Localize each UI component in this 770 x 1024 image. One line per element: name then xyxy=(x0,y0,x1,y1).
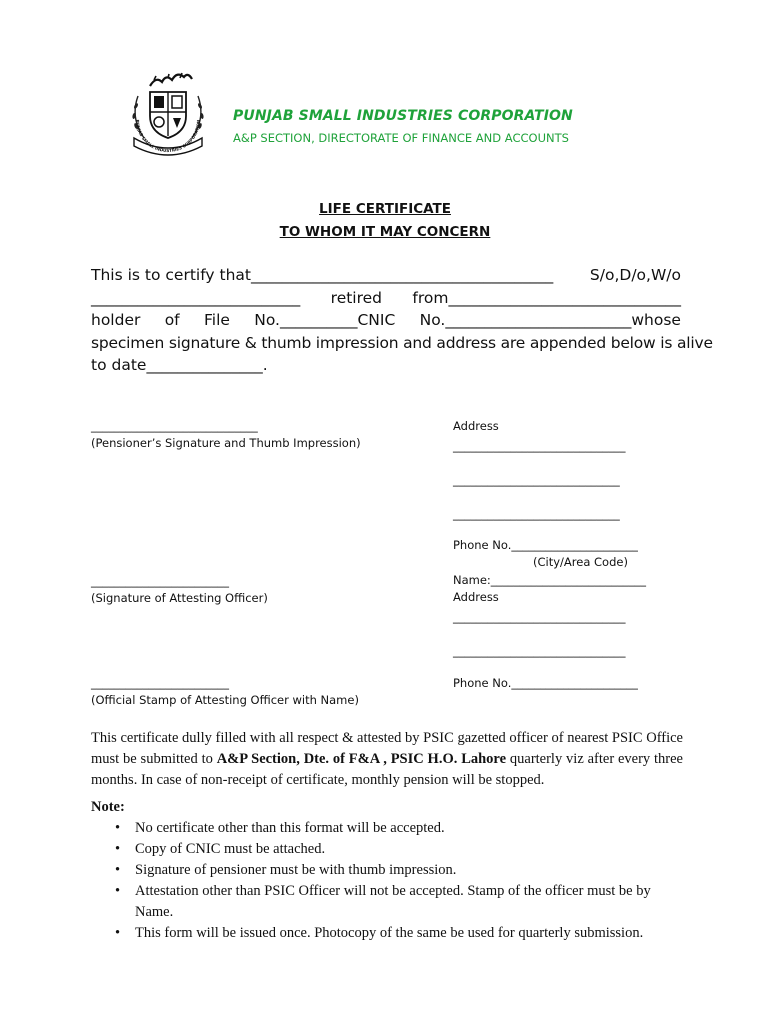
instructions-paragraph xyxy=(91,728,683,791)
file-no-blank: No.__________CNIC xyxy=(254,311,396,329)
certify-line-3 xyxy=(91,309,681,332)
attesting-signature-label: (Signature of Attesting Officer) xyxy=(91,591,268,605)
certify-line-2 xyxy=(91,287,681,310)
of-text: of xyxy=(164,311,180,329)
note-item: • Copy of CNIC must be attached. xyxy=(91,839,683,860)
attesting-signature-line: ________________________ xyxy=(91,574,229,588)
name-blank: _______________________________________ xyxy=(250,266,554,284)
org-name: PUNJAB SMALL INDUSTRIES CORPORATION xyxy=(233,108,573,124)
svg-text:PUNJAB SMALL INDUSTRIES CORPOR: PUNJAB SMALL INDUSTRIES CORPORATION xyxy=(134,119,202,154)
address-line-1: ______________________________ xyxy=(453,439,626,453)
address-label: Address xyxy=(453,419,499,433)
instructions-text: This certificate dully filled with all respect & attested by PSIC gazetted officer of nearest PSIC Office must be submitted to xyxy=(91,730,683,767)
note-item: • This form will be issued once. Photocopy of the same be used for quarterly submission. xyxy=(91,923,683,944)
certification-paragraph xyxy=(91,264,713,377)
org-subtitle: A&P SECTION, DIRECTORATE OF FINANCE AND ACCOUNTS xyxy=(233,131,569,145)
document-title: LIFE CERTIFICATE xyxy=(319,201,451,217)
notes-section xyxy=(91,797,683,944)
address-line-2: _____________________________ xyxy=(453,473,620,487)
note-item: • No certificate other than this format will be accepted. xyxy=(91,818,683,839)
pensioner-signature-line: _____________________________ xyxy=(91,419,258,433)
note-item: • Attestation other than PSIC Officer will not be accepted. Stamp of the officer must be by Name. xyxy=(91,881,683,923)
retired-from-blank: from______________________________ xyxy=(412,288,681,307)
note-list xyxy=(91,818,683,944)
file-text: File xyxy=(203,311,230,329)
relation-text: S/o,D/o,W/o xyxy=(589,266,681,284)
officer-address-line-2: ______________________________ xyxy=(453,644,626,658)
note-heading: Note: xyxy=(91,799,125,815)
retired-text: retired xyxy=(330,288,383,307)
instructions-end: quarterly viz after every three months. In case of non-receipt of certificate, monthly pension will be stopped. xyxy=(91,751,683,788)
certify-text: This is to certify that xyxy=(91,266,251,284)
phone-number-1: Phone No.______________________ xyxy=(453,538,638,552)
official-stamp-label: (Official Stamp of Attesting Officer with Name) xyxy=(91,693,359,707)
instructions-bold: A&P Section, Dte. of F&A , PSIC H.O. Lahore xyxy=(216,751,507,767)
officer-address-line-1: ______________________________ xyxy=(453,610,626,624)
certify-line-5: to date_______________. xyxy=(91,356,268,374)
relation-blank: ___________________________ xyxy=(91,288,301,307)
psic-logo xyxy=(124,66,212,158)
address-line-3: _____________________________ xyxy=(453,507,620,521)
note-item: • Signature of pensioner must be with thumb impression. xyxy=(91,860,683,881)
officer-name: Name:___________________________ xyxy=(453,573,647,587)
area-code-label: (City/Area Code) xyxy=(533,555,628,569)
certify-line-4: specimen signature & thumb impression and address are appended below is alive xyxy=(91,333,713,352)
cnic-no-blank: No.________________________whose xyxy=(419,311,681,329)
official-stamp-line: ________________________ xyxy=(91,676,229,690)
phone-number-2: Phone No.______________________ xyxy=(453,676,638,690)
holder-text: holder xyxy=(91,311,141,329)
document-subtitle: TO WHOM IT MAY CONCERN xyxy=(279,224,491,240)
officer-address-label: Address xyxy=(453,590,499,604)
certify-line-1 xyxy=(91,264,681,287)
pensioner-signature-label: (Pensioner’s Signature and Thumb Impression) xyxy=(91,436,361,450)
